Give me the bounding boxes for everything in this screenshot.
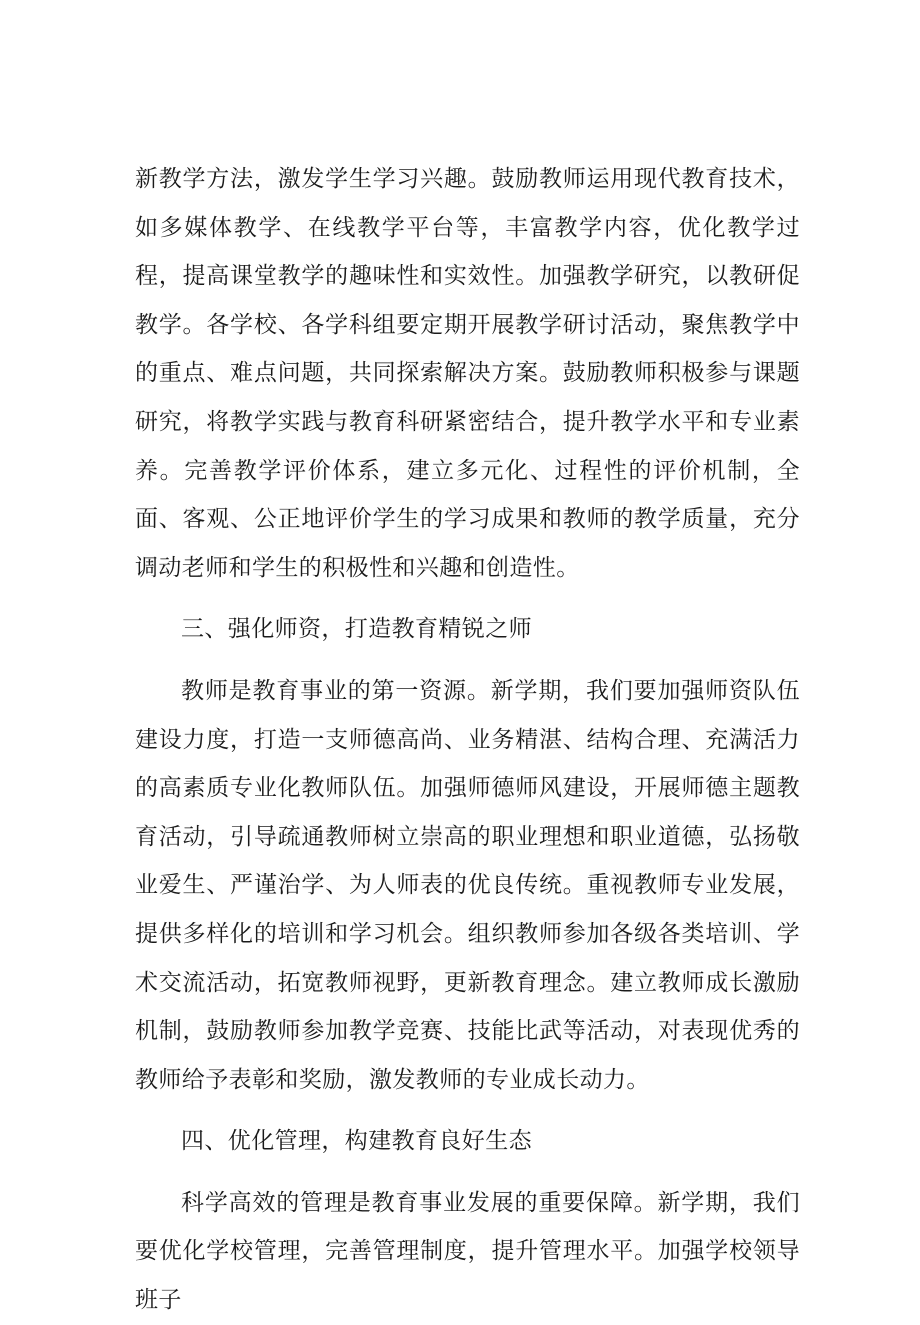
paragraph-management: 科学高效的管理是教育事业发展的重要保障。新学期，我们要优化学校管理，完善管理制度，提升管理水平。加强学校领导班子 bbox=[135, 1189, 800, 1314]
section-heading-four: 四、优化管理，构建教育良好生态 bbox=[181, 1128, 532, 1155]
paragraph-teachers: 教师是教育事业的第一资源。新学期，我们要加强师资队伍建设力度，打造一支师德高尚、业务精湛、结构合理、充满活力的高素质专业化教师队伍。加强师德师风建设，开展师德主题教育活动，引导疏通教师树立崇高的职业理想和职业道德，弘扬敬业爱生、严谨治学、为人师表的优良传统。重视教师专业发展，提供多样化的培训和学习机会。组织教师参加各级各类培训、学术交流活动，拓宽教师视野，更新教育理念。建立教师成长激励机制，鼓励教师参加教学竞赛、技能比武等活动，对表现优秀的教师给予表彰和奖励，激发教师的专业成长动力。 bbox=[135, 677, 800, 1093]
section-heading-three: 三、强化师资，打造教育精锐之师 bbox=[181, 616, 532, 643]
document-body bbox=[135, 155, 800, 1325]
paragraph-continuation: 新教学方法，激发学生学习兴趣。鼓励教师运用现代教育技术，如多媒体教学、在线教学平台等，丰富教学内容，优化教学过程，提高课堂教学的趣味性和实效性。加强教学研究，以教研促教学。各学校、各学科组要定期开展教学研讨活动，聚焦教学中的重点、难点问题，共同探索解决方案。鼓励教师积极参与课题研究，将教学实践与教育科研紧密结合，提升教学水平和专业素养。完善教学评价体系，建立多元化、过程性的评价机制，全面、客观、公正地评价学生的学习成果和教师的教学质量，充分调动老师和学生的积极性和兴趣和创造性。 bbox=[135, 166, 800, 581]
